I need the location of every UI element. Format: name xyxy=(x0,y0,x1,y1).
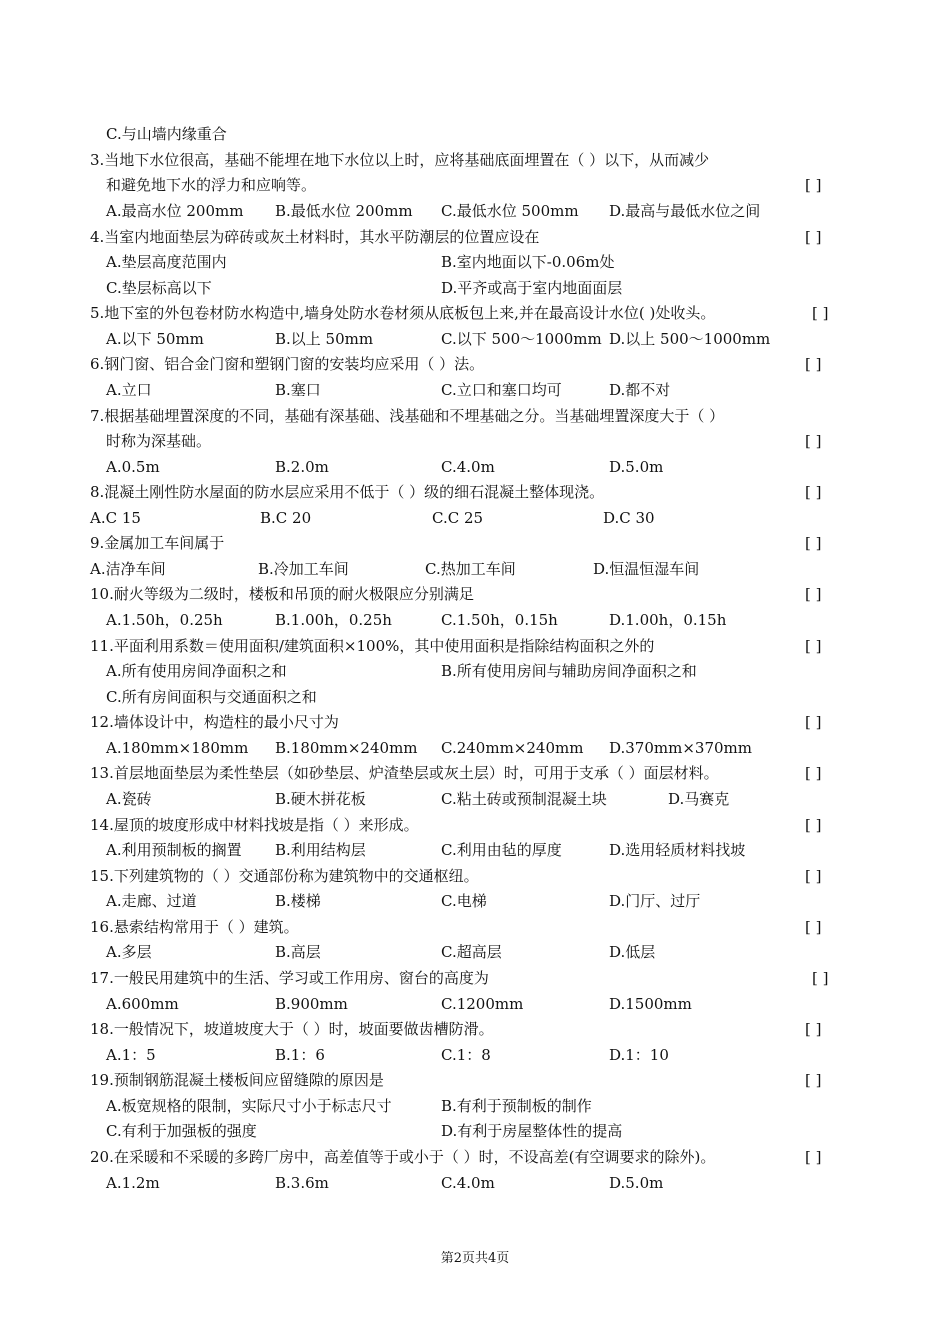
answer-bracket: [ ] xyxy=(805,867,822,885)
option-text: B.以上 50mm xyxy=(275,330,374,348)
answer-bracket: [ ] xyxy=(805,228,822,246)
text-line xyxy=(0,275,950,301)
text-line xyxy=(0,888,950,914)
line-text: A.最高水位 200mm xyxy=(106,202,244,220)
line-text: 8.混凝土刚性防水屋面的防水层应采用不低于（ ）级的细石混凝土整体现浇。 xyxy=(90,483,605,501)
text-line xyxy=(0,607,950,633)
line-text: A.1.2m xyxy=(106,1174,160,1192)
line-text: 14.屋顶的坡度形成中材料找坡是指（ ）来形成。 xyxy=(90,816,419,834)
line-text: A.利用预制板的搁置 xyxy=(106,841,242,859)
text-line xyxy=(0,991,950,1017)
line-text: 9.金属加工车间属于 xyxy=(90,534,225,552)
text-line xyxy=(0,172,950,198)
line-text: C.所有房间面积与交通面积之和 xyxy=(106,688,317,706)
answer-bracket: [ ] xyxy=(805,585,822,603)
text-line xyxy=(0,505,950,531)
text-line xyxy=(0,786,950,812)
text-line xyxy=(0,147,950,173)
option-text: B.硬木拼花板 xyxy=(275,790,366,808)
text-line xyxy=(0,581,950,607)
answer-bracket: [ ] xyxy=(805,355,822,373)
option-text: D.以上 500～1000mm xyxy=(609,330,771,348)
option-text: C.粘土砖或预制混凝土块 xyxy=(441,790,607,808)
option-text: C.超高层 xyxy=(441,943,502,961)
line-text: A.600mm xyxy=(106,995,179,1013)
option-text: B.3.6m xyxy=(275,1174,329,1192)
line-text: A.洁净车间 xyxy=(90,560,166,578)
option-text: B.室内地面以下-0.06m处 xyxy=(441,253,615,271)
option-text: B.楼梯 xyxy=(275,892,321,910)
option-text: D.低层 xyxy=(609,943,656,961)
line-text: 16.悬索结构常用于（ ）建筑。 xyxy=(90,918,299,936)
line-text: 12.墙体设计中，构造柱的最小尺寸为 xyxy=(90,713,339,731)
option-text: C.240mm×240mm xyxy=(441,739,584,757)
answer-bracket: [ ] xyxy=(805,534,822,552)
option-text: D.有利于房屋整体性的提高 xyxy=(441,1122,623,1140)
line-text: 19.预制钢筋混凝土楼板间应留缝隙的原因是 xyxy=(90,1071,384,1089)
line-text: C.垫层标高以下 xyxy=(106,279,212,297)
option-text: B.塞口 xyxy=(275,381,321,399)
option-text: C.利用由毡的厚度 xyxy=(441,841,562,859)
option-text: B.冷加工车间 xyxy=(258,560,349,578)
text-line xyxy=(0,1042,950,1068)
text-line xyxy=(0,479,950,505)
line-text: C.有利于加强板的强度 xyxy=(106,1122,257,1140)
line-text: 13.首层地面垫层为柔性垫层（如砂垫层、炉渣垫层或灰土层）时，可用于支承（ ）面层材料。 xyxy=(90,764,719,782)
answer-bracket: [ ] xyxy=(805,483,822,501)
text-line xyxy=(0,428,950,454)
option-text: B.180mm×240mm xyxy=(275,739,418,757)
answer-bracket: [ ] xyxy=(812,969,829,987)
text-line xyxy=(0,1144,950,1170)
text-line xyxy=(0,760,950,786)
option-text: C.最低水位 500mm xyxy=(441,202,579,220)
line-text: 和避免地下水的浮力和应响等。 xyxy=(106,176,317,194)
text-line xyxy=(0,300,950,326)
option-text: B.有利于预制板的制作 xyxy=(441,1097,592,1115)
text-line xyxy=(0,633,950,659)
text-line xyxy=(0,684,950,710)
line-text: 时称为深基础。 xyxy=(106,432,212,450)
option-text: D.5.0m xyxy=(609,458,664,476)
option-text: B.最低水位 200mm xyxy=(275,202,413,220)
line-text: 6.钢门窗、铝合金门窗和塑钢门窗的安装均应采用（ ）法。 xyxy=(90,355,485,373)
page-footer: 第2页共4页 xyxy=(440,1251,510,1266)
text-line xyxy=(0,224,950,250)
option-text: B.高层 xyxy=(275,943,321,961)
answer-bracket: [ ] xyxy=(805,713,822,731)
text-line xyxy=(0,965,950,991)
text-line xyxy=(0,556,950,582)
option-text: C.以下 500～1000mm xyxy=(441,330,602,348)
line-text: 17.一般民用建筑中的生活、学习或工作用房、窗台的高度为 xyxy=(90,969,489,987)
line-text: A.所有使用房间净面积之和 xyxy=(106,662,287,680)
text-line xyxy=(0,709,950,735)
answer-bracket: [ ] xyxy=(805,1148,822,1166)
line-text: 11.平面利用系数＝使用面积/建筑面积×100%，其中使用面积是指除结构面积之外的 xyxy=(90,637,655,655)
option-text: B.900mm xyxy=(275,995,348,1013)
text-line xyxy=(0,249,950,275)
option-text: D.平齐或高于室内地面面层 xyxy=(441,279,623,297)
line-text: 3.当地下水位很高，基础不能埋在地下水位以上时，应将基础底面埋置在（ ）以下，从而减少 xyxy=(90,151,710,169)
option-text: B.1.00h，0.25h xyxy=(275,611,392,629)
line-text: A.立口 xyxy=(106,381,152,399)
line-text: 10.耐火等级为二级时，楼板和吊顶的耐火极限应分别满足 xyxy=(90,585,474,603)
option-text: C.1200mm xyxy=(441,995,524,1013)
option-text: C.1.50h，0.15h xyxy=(441,611,558,629)
option-text: D.370mm×370mm xyxy=(609,739,752,757)
option-text: D.5.0m xyxy=(609,1174,664,1192)
option-text: B.利用结构层 xyxy=(275,841,366,859)
line-text: 20.在采暖和不采暖的多跨厂房中，高差值等于或小于（ ）时，不设高差(有空调要求的除外)。 xyxy=(90,1148,716,1166)
line-text: A.以下 50mm xyxy=(106,330,204,348)
option-text: B.2.0m xyxy=(275,458,329,476)
text-line xyxy=(0,326,950,352)
text-line xyxy=(0,1067,950,1093)
text-line xyxy=(0,121,950,147)
line-text: 18.一般情况下，坡道坡度大于（ ）时，坡面要做齿槽防滑。 xyxy=(90,1020,494,1038)
line-text: A.1.50h，0.25h xyxy=(106,611,223,629)
text-line xyxy=(0,530,950,556)
answer-bracket: [ ] xyxy=(805,1020,822,1038)
option-text: D.1500mm xyxy=(609,995,692,1013)
line-text: C.与山墙内缘重合 xyxy=(106,125,227,143)
answer-bracket: [ ] xyxy=(805,918,822,936)
option-text: C.4.0m xyxy=(441,1174,495,1192)
answer-bracket: [ ] xyxy=(805,637,822,655)
answer-bracket: [ ] xyxy=(805,816,822,834)
line-text: 5.地下室的外包卷材防水构造中,墙身处防水卷材须从底板包上来,并在最高设计水位( )处收头。 xyxy=(90,304,716,322)
text-line xyxy=(0,454,950,480)
text-line xyxy=(0,1170,950,1196)
text-line xyxy=(0,914,950,940)
option-text: C.热加工车间 xyxy=(425,560,516,578)
answer-bracket: [ ] xyxy=(812,304,829,322)
option-text: D.1.00h，0.15h xyxy=(609,611,727,629)
line-text: 15.下列建筑物的（ ）交通部份称为建筑物中的交通枢纽。 xyxy=(90,867,479,885)
option-text: B.所有使用房间与辅助房间净面积之和 xyxy=(441,662,697,680)
text-line xyxy=(0,351,950,377)
option-text: C.1：8 xyxy=(441,1046,491,1064)
line-text: A.瓷砖 xyxy=(106,790,152,808)
option-text: C.立口和塞口均可 xyxy=(441,381,562,399)
line-text: A.1：5 xyxy=(106,1046,156,1064)
text-line xyxy=(0,939,950,965)
option-text: D.门厅、过厅 xyxy=(609,892,701,910)
text-line xyxy=(0,403,950,429)
line-text: A.C 15 xyxy=(90,509,141,527)
text-line xyxy=(0,837,950,863)
option-text: C.电梯 xyxy=(441,892,487,910)
text-line xyxy=(0,812,950,838)
line-text: 7.根据基础埋置深度的不同，基础有深基础、浅基础和不埋基础之分。当基础埋置深度大于（ ） xyxy=(90,407,725,425)
option-text: D.选用轻质材料找坡 xyxy=(609,841,746,859)
line-text: A.垫层高度范围内 xyxy=(106,253,227,271)
line-text: A.走廊、过道 xyxy=(106,892,197,910)
text-line xyxy=(0,1118,950,1144)
option-text: D.最高与最低水位之间 xyxy=(609,202,761,220)
text-line xyxy=(0,1093,950,1119)
answer-bracket: [ ] xyxy=(805,176,822,194)
line-text: A.板宽规格的限制，实际尺寸小于标志尺寸 xyxy=(106,1097,392,1115)
text-line xyxy=(0,377,950,403)
line-text: A.0.5m xyxy=(106,458,160,476)
option-text: B.1：6 xyxy=(275,1046,325,1064)
text-line xyxy=(0,863,950,889)
answer-bracket: [ ] xyxy=(805,432,822,450)
option-text: D.1：10 xyxy=(609,1046,669,1064)
option-text: D.恒温恒湿车间 xyxy=(593,560,700,578)
option-text: C.4.0m xyxy=(441,458,495,476)
answer-bracket: [ ] xyxy=(805,764,822,782)
option-text: C.C 25 xyxy=(432,509,484,527)
line-text: A.多层 xyxy=(106,943,152,961)
line-text: 4.当室内地面垫层为碎砖或灰土材料时，其水平防潮层的位置应设在 xyxy=(90,228,540,246)
option-text: B.C 20 xyxy=(260,509,312,527)
option-text: D.C 30 xyxy=(603,509,655,527)
text-line xyxy=(0,1016,950,1042)
line-text: A.180mm×180mm xyxy=(106,739,249,757)
text-line xyxy=(0,198,950,224)
option-text: D.都不对 xyxy=(609,381,671,399)
text-line xyxy=(0,658,950,684)
text-line xyxy=(0,735,950,761)
answer-bracket: [ ] xyxy=(805,1071,822,1089)
option-text: D.马赛克 xyxy=(668,790,730,808)
